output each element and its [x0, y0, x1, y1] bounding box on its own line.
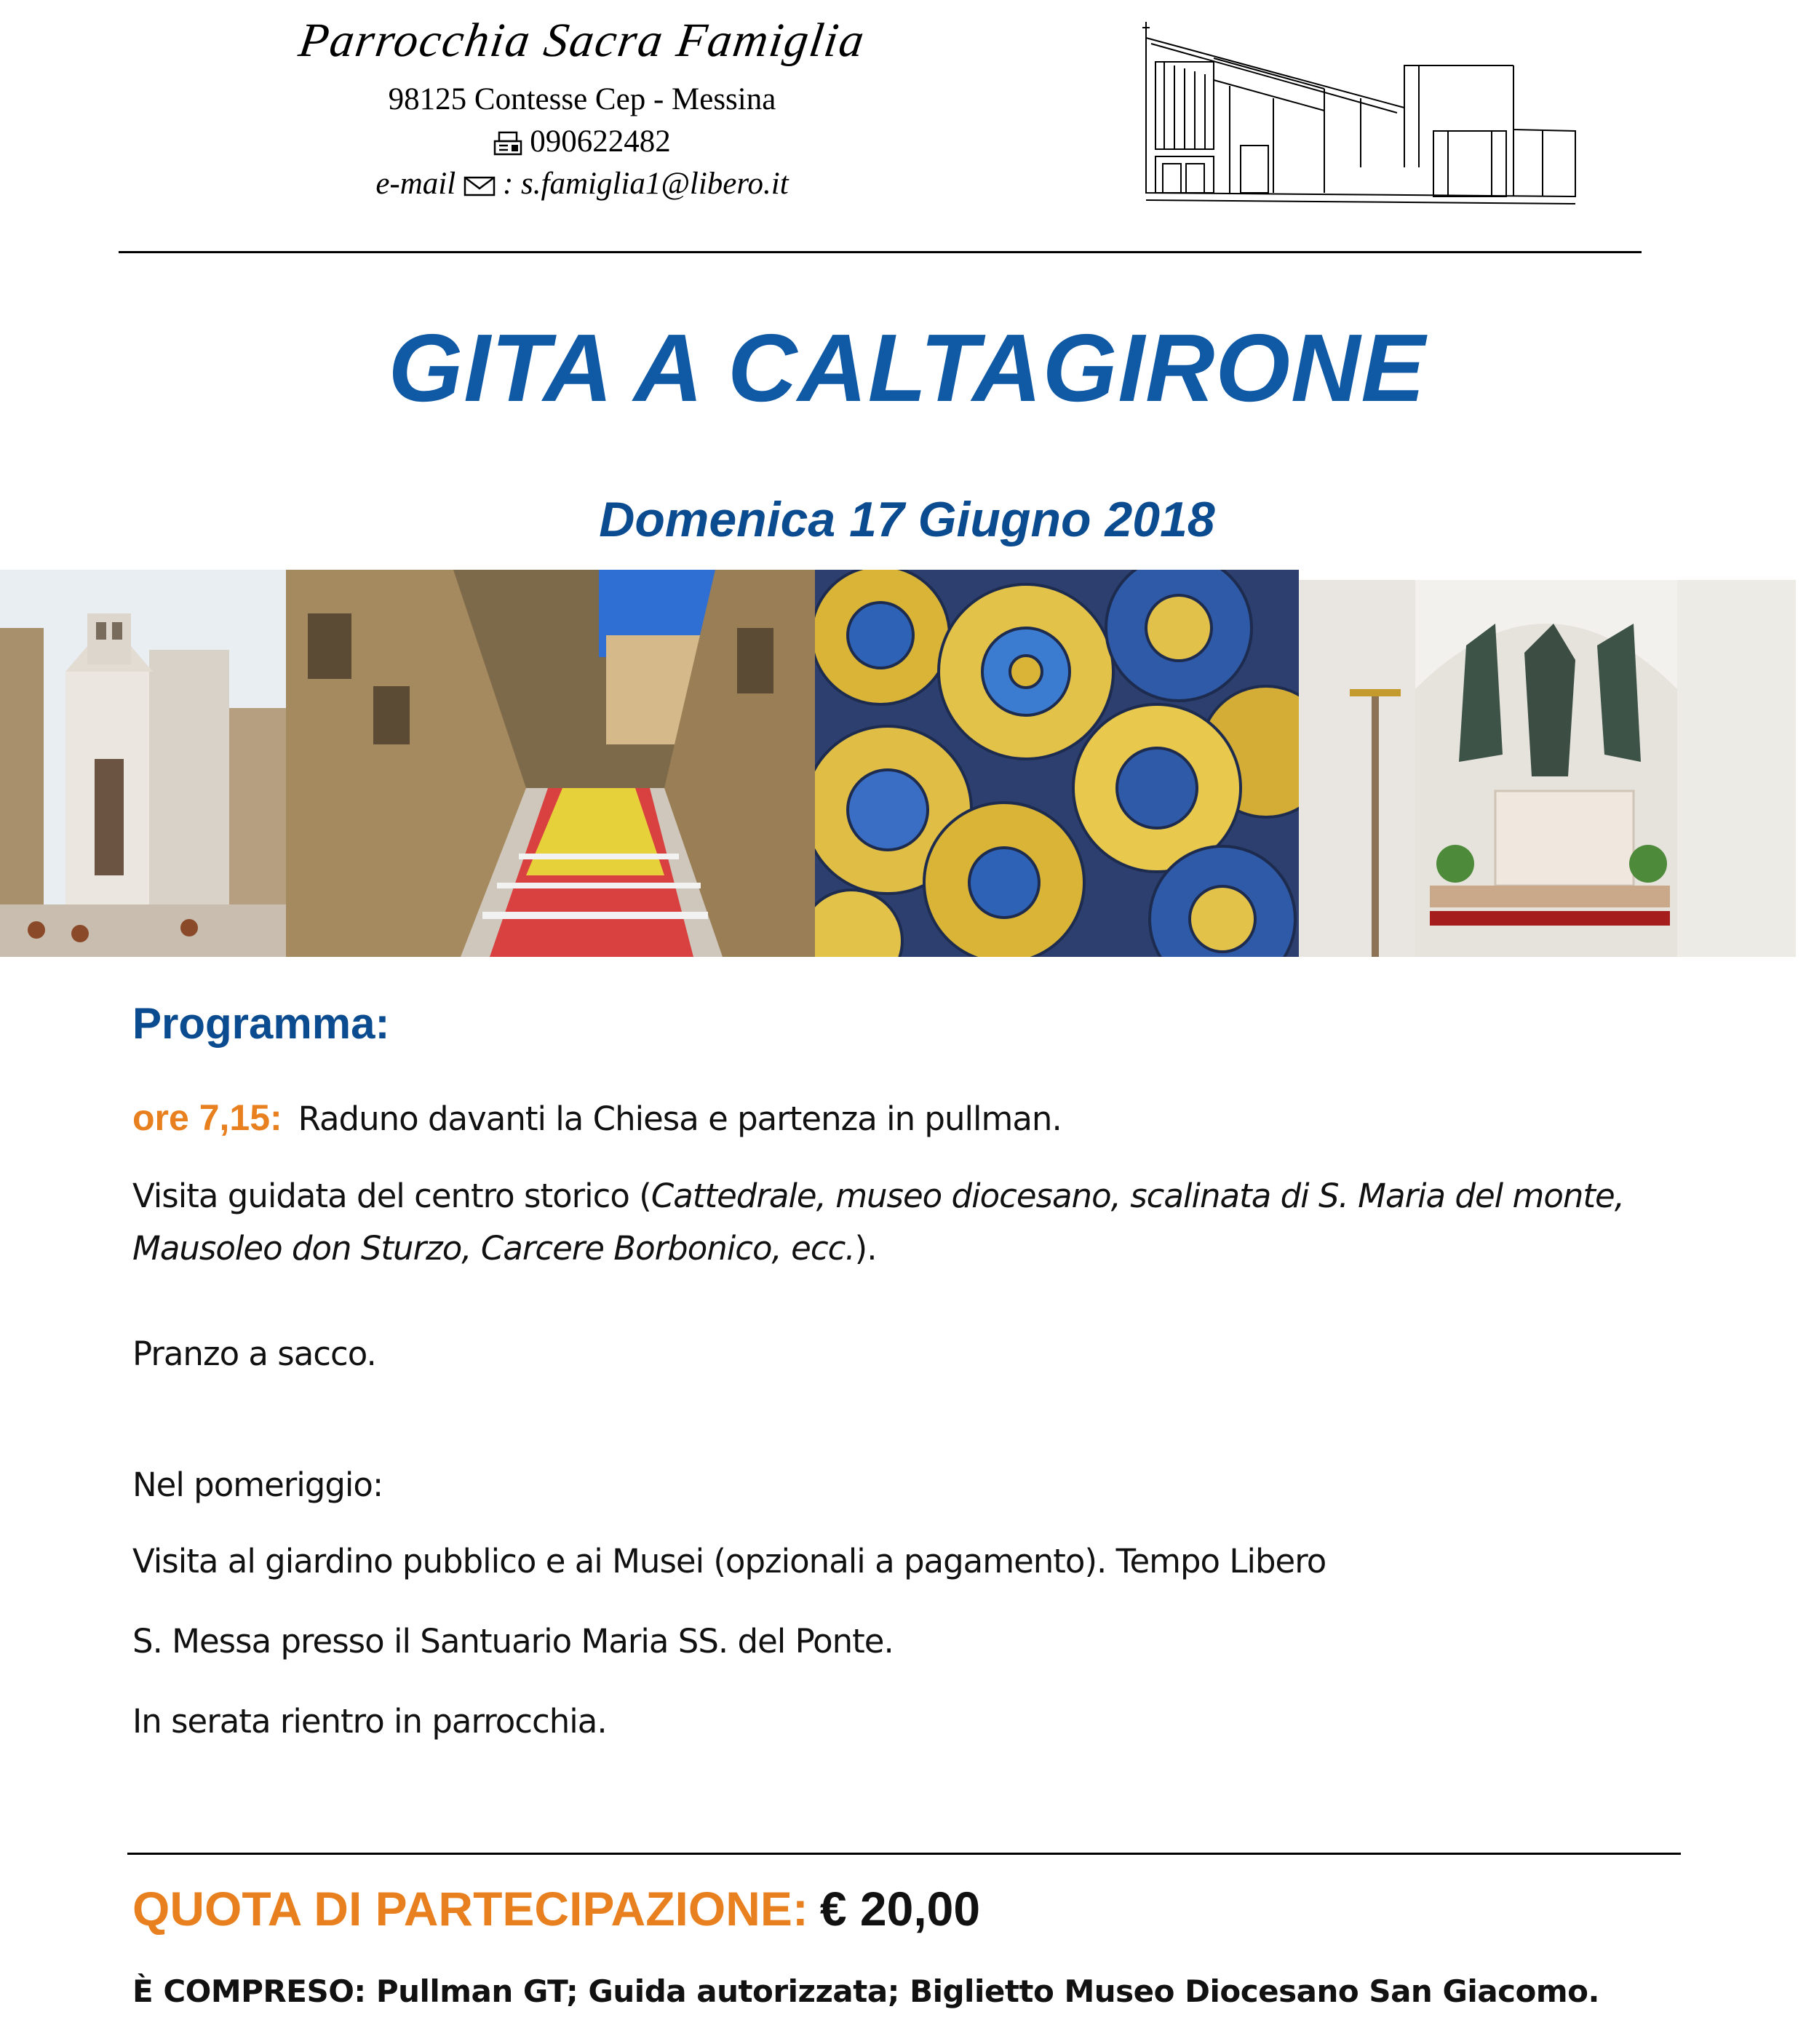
photo-flower-staircase	[286, 570, 815, 957]
departure-time-label: ore 7,15:	[132, 1097, 282, 1138]
email-address[interactable]: : s.famiglia1@libero.it	[502, 167, 789, 201]
program-return: In serata rientro in parrocchia.	[132, 1702, 607, 1741]
visit-suffix: ).	[854, 1229, 877, 1268]
departure-text: Raduno davanti la Chiesa e partenza in pullman.	[298, 1099, 1062, 1138]
parish-phone	[218, 124, 946, 159]
fee-divider	[127, 1853, 1681, 1855]
program-guided-visit	[132, 1170, 1682, 1275]
visit-sites: Cattedrale, museo diocesano, scalinata di S. Maria del monte, Mausoleo don Sturzo, Carcere Borbonico, ecc.	[132, 1177, 1625, 1268]
fax-phone-icon	[493, 131, 522, 157]
program-departure	[132, 1091, 1682, 1145]
program-lunch: Pranzo a sacco.	[132, 1335, 376, 1373]
photo-mausoleum-interior	[1299, 580, 1796, 957]
program-gardens-museums: Visita al giardino pubblico e ai Musei (opzionali a pagamento). Tempo Libero	[132, 1542, 1326, 1580]
participation-fee	[132, 1881, 980, 1936]
photo-church-facade	[0, 570, 286, 957]
program-holy-mass: S. Messa presso il Santuario Maria SS. del Ponte.	[132, 1622, 894, 1661]
email-label: e-mail	[375, 167, 456, 201]
header-divider	[119, 251, 1642, 253]
photo-ceramic-plates	[815, 570, 1299, 957]
event-date: Domenica 17 Giugno 2018	[599, 492, 1215, 547]
church-building-drawing	[1142, 22, 1579, 207]
fee-value: € 20,00	[819, 1882, 981, 1936]
program-heading: Programma:	[132, 999, 390, 1048]
parish-email-line	[218, 166, 946, 202]
envelope-icon	[464, 175, 496, 197]
page-title: GITA A CALTAGIRONE	[388, 314, 1426, 421]
parish-address: 98125 Contesse Cep - Messina	[388, 82, 776, 116]
parish-name: Parrocchia Sacra Famiglia	[295, 14, 869, 67]
visit-prefix: Visita guidata del centro storico (	[132, 1177, 651, 1215]
program-afternoon: Nel pomeriggio:	[132, 1466, 383, 1504]
phone-number: 090622482	[530, 124, 671, 159]
included-items: È COMPRESO: Pullman GT; Guida autorizzata; Biglietto Museo Diocesano San Giacomo.	[132, 1973, 1599, 2009]
fee-label: QUOTA DI PARTECIPAZIONE:	[132, 1882, 808, 1936]
